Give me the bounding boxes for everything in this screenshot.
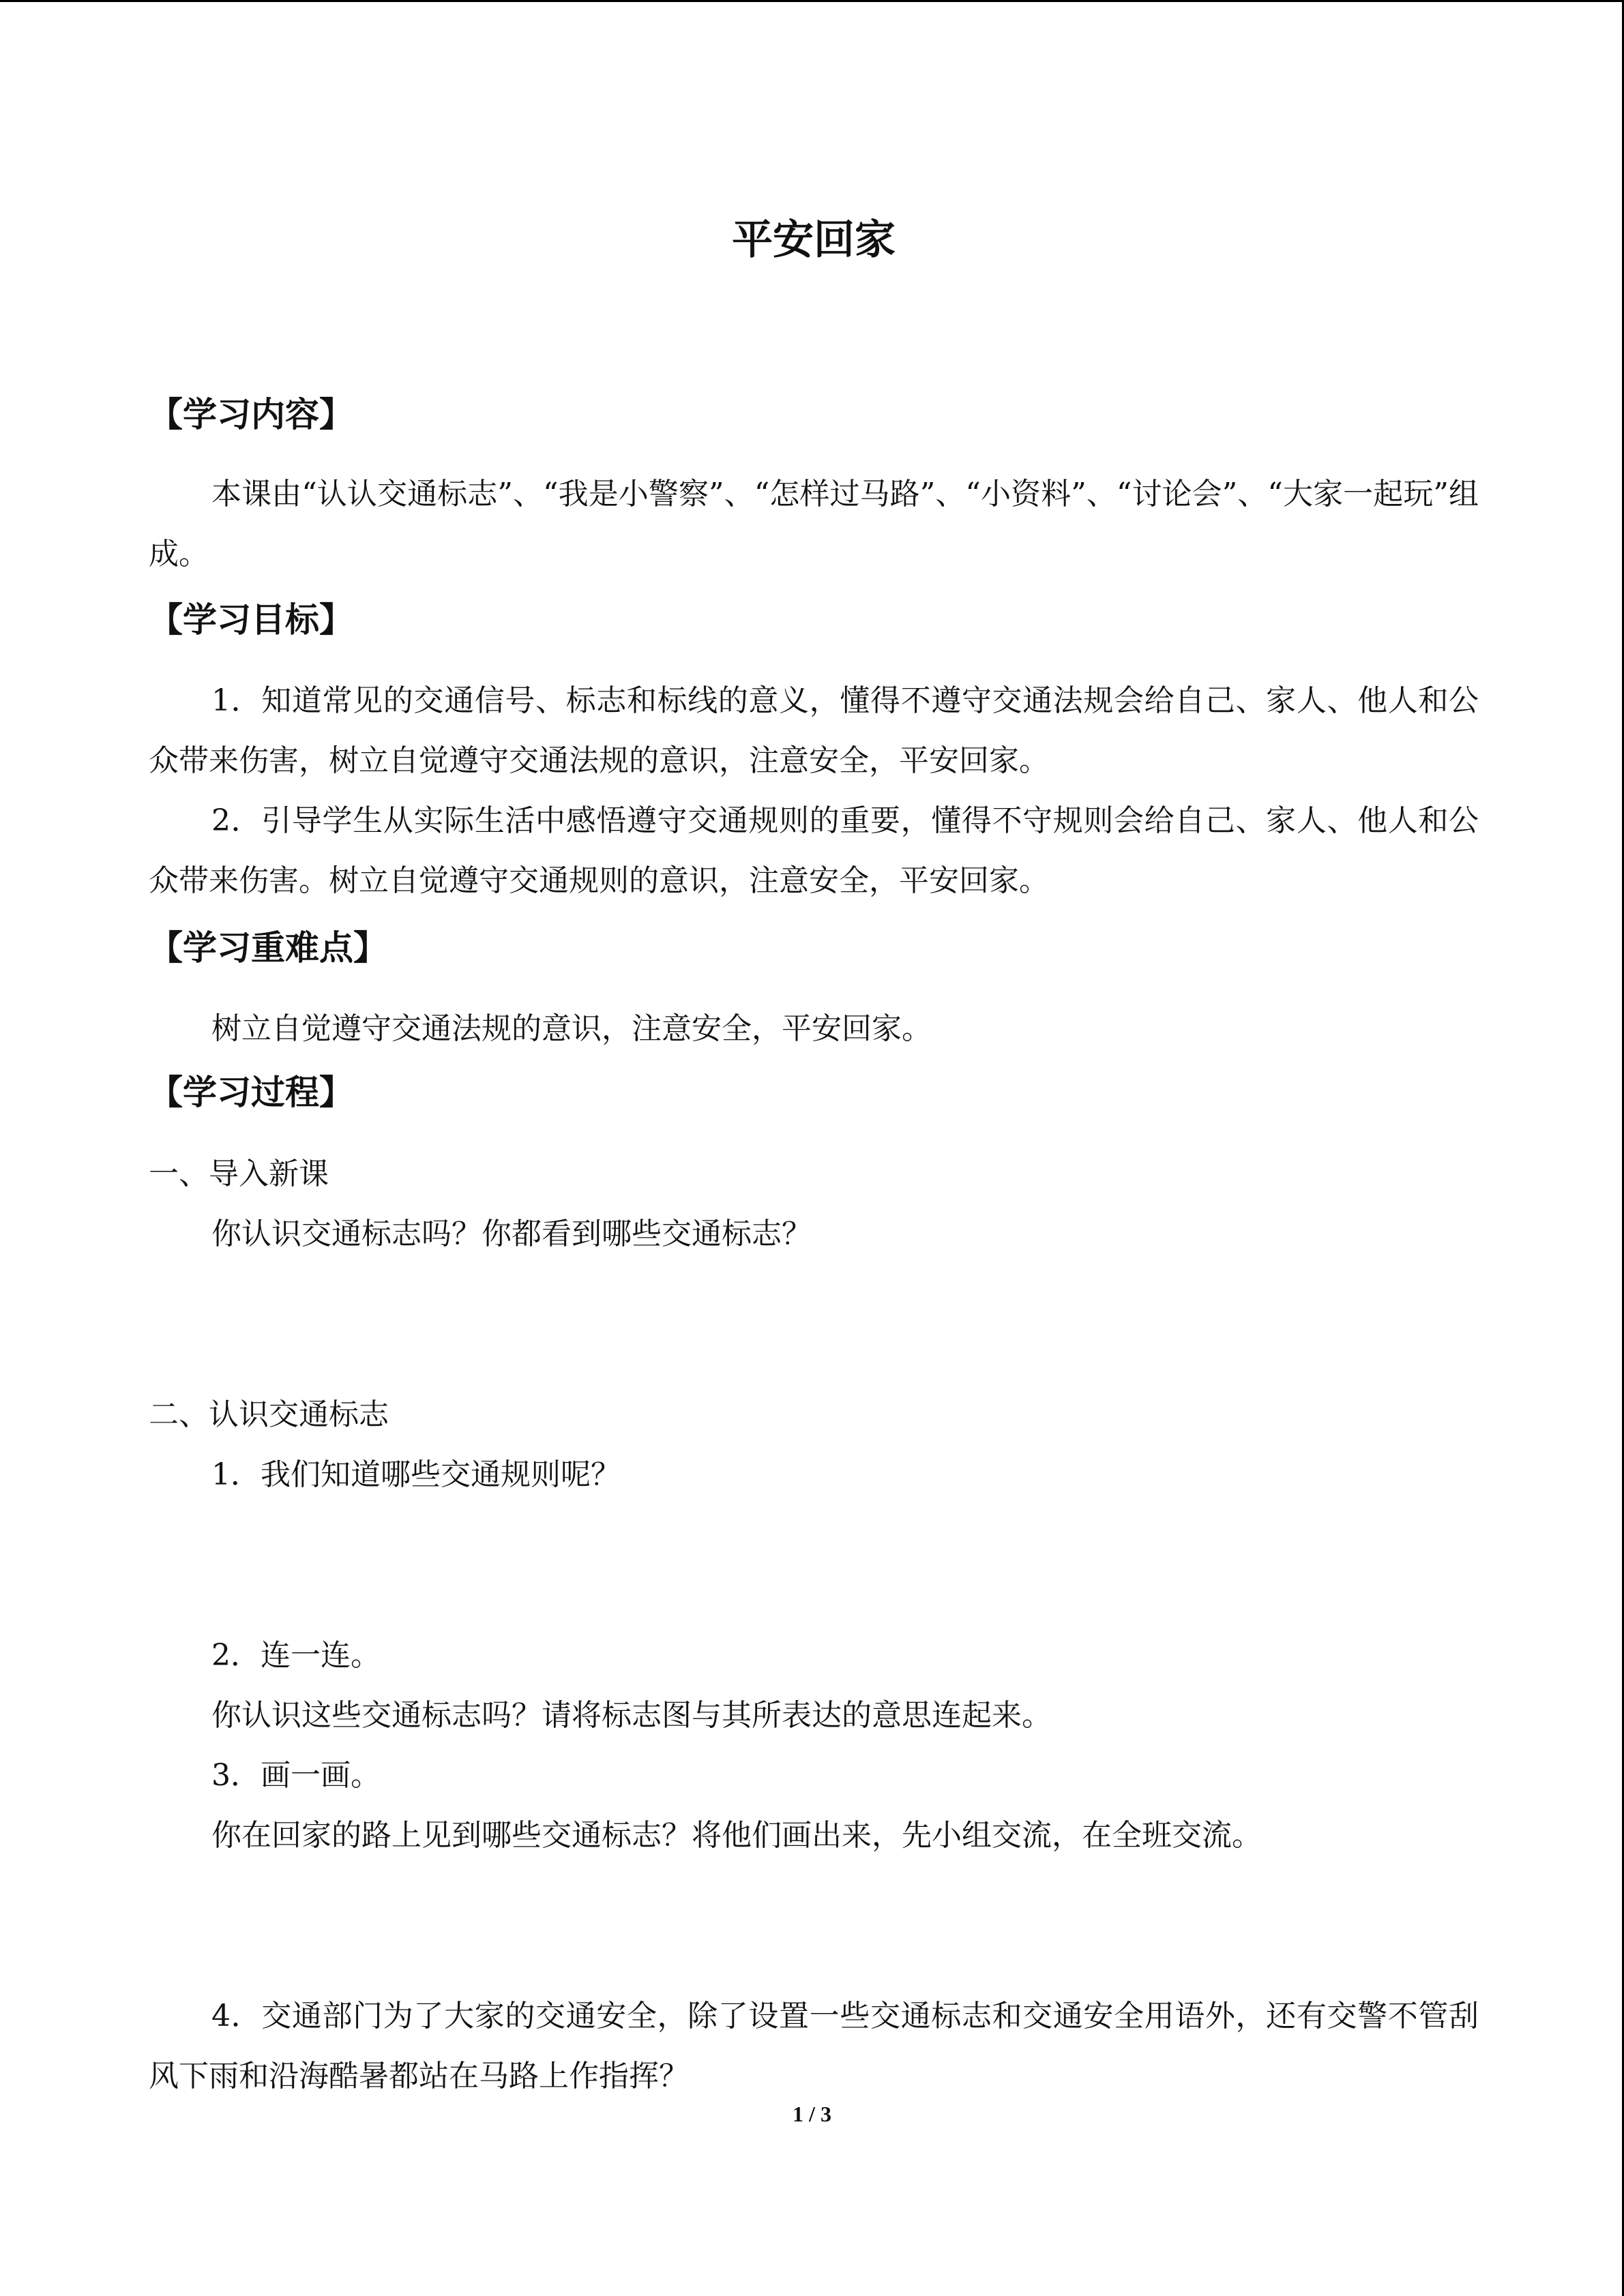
part2-question-4-text: 4．交通部门为了大家的交通安全，除了设置一些交通标志和交通安全用语外，还有交警不管刮风下雨和沿海酷暑都站在马路上作指挥？ (149, 1999, 1479, 2093)
part2-question-1: 1．我们知道哪些交通规则呢？ (211, 1457, 621, 1492)
heading-learning-content: 【学习内容】 (149, 395, 353, 434)
part2-question-2-text: 你认识这些交通标志吗？请将标志图与其所表达的意思连起来。 (211, 1698, 1052, 1733)
page-indicator: 1 / 3 (793, 2102, 831, 2126)
part2-question-2-title: 2．连一连。 (211, 1638, 381, 1673)
part2-title: 二、认识交通标志 (149, 1397, 389, 1432)
part1-title: 一、导入新课 (149, 1157, 329, 1191)
key-points-text: 树立自觉遵守交通法规的意识，注意安全，平安回家。 (211, 1011, 932, 1046)
part2-question-3-title: 3．画一画。 (211, 1758, 381, 1793)
heading-learning-process: 【学习过程】 (149, 1073, 353, 1112)
part2-question-3-text: 你在回家的路上见到哪些交通标志？将他们画出来，先小组交流，在全班交流。 (211, 1818, 1262, 1853)
heading-key-points: 【学习重难点】 (149, 928, 387, 968)
page-border-top (0, 0, 1624, 2)
learning-goal-2: 2．引导学生从实际生活中感悟遵守交通规则的重要，懂得不守规则会给自己、家人、他人和公众带来伤害。树立自觉遵守交通规则的意识，注意安全，平安回家。 (149, 803, 1479, 898)
learning-goal-1: 1．知道常见的交通信号、标志和标线的意义，懂得不遵守交通法规会给自己、家人、他人和公众带来伤害，树立自觉遵守交通法规的意识，注意安全，平安回家。 (149, 683, 1479, 778)
heading-learning-goals: 【学习目标】 (149, 600, 353, 640)
learning-content-text: 本课由“认认交通标志”、“我是小警察”、“怎样过马路”、“小资料”、“讨论会”、“大家一起玩”组成。 (149, 477, 1479, 571)
part1-question: 你认识交通标志吗？你都看到哪些交通标志？ (211, 1217, 812, 1251)
document-title: 平安回家 (732, 216, 896, 264)
